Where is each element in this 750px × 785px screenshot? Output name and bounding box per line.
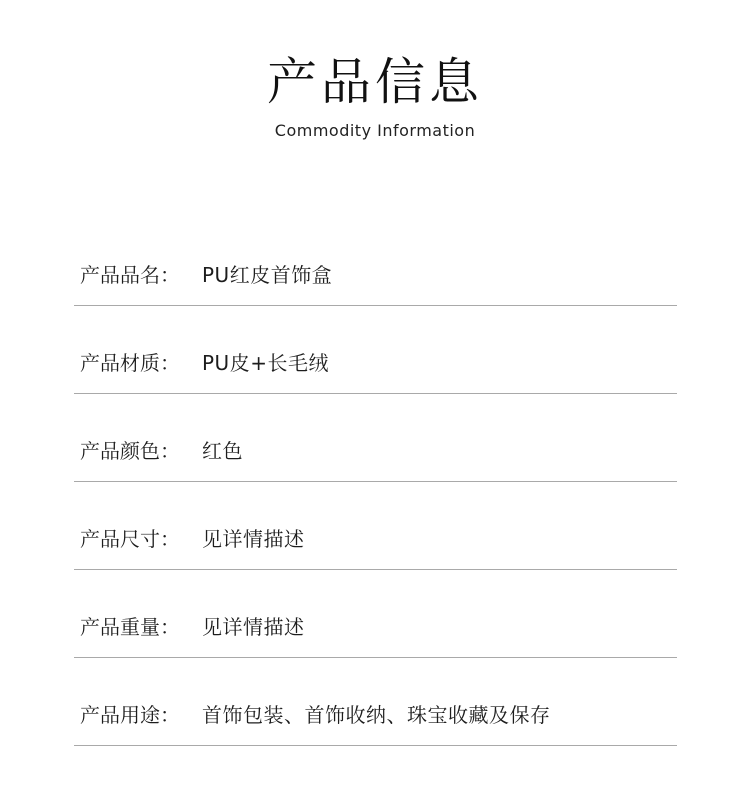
info-label: 产品重量： [80, 615, 180, 639]
info-label: 产品颜色： [80, 439, 180, 463]
info-value: 见详情描述 [202, 615, 305, 639]
info-row-name [74, 218, 677, 306]
info-label: 产品品名： [80, 263, 180, 287]
info-row-usage [74, 658, 677, 746]
product-info-list [74, 218, 677, 746]
info-row-color [74, 394, 677, 482]
info-row-size [74, 482, 677, 570]
page-title: 产品信息 [267, 53, 483, 111]
info-value: 首饰包装、首饰收纳、珠宝收藏及保存 [202, 703, 551, 727]
page-subtitle: Commodity Information [274, 121, 476, 140]
info-value: PU红皮首饰盒 [202, 263, 333, 287]
info-value: 见详情描述 [202, 527, 305, 551]
info-label: 产品用途： [80, 703, 180, 727]
info-row-weight [74, 570, 677, 658]
info-label: 产品尺寸： [80, 527, 180, 551]
info-value: 红色 [202, 439, 243, 463]
info-row-material [74, 306, 677, 394]
info-label: 产品材质： [80, 351, 180, 375]
info-value: PU皮+长毛绒 [202, 351, 329, 375]
